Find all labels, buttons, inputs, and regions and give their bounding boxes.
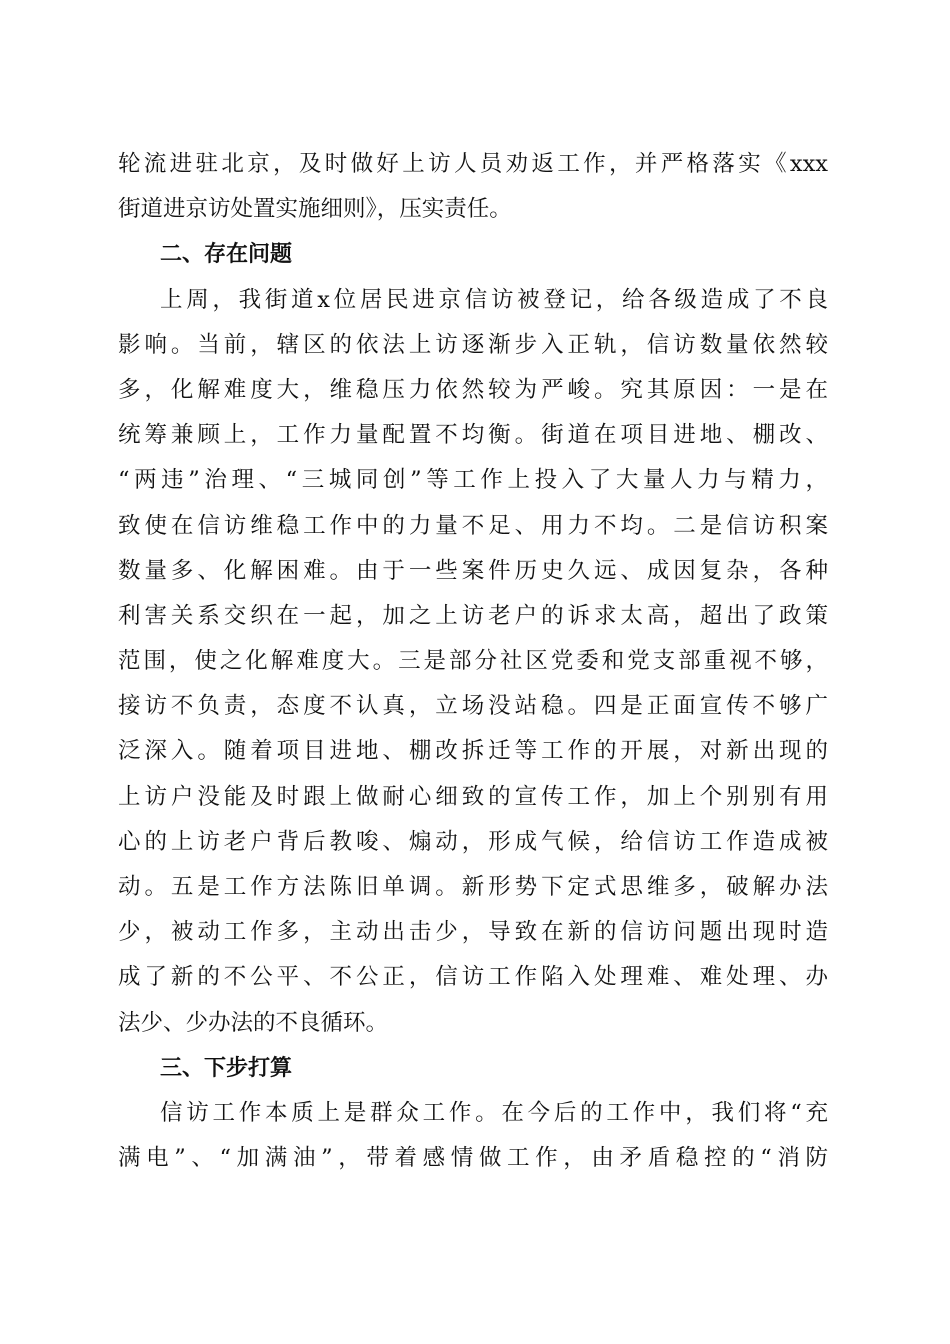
paragraph-line: 信访工作本质上是群众工作。在今后的工作中，我们将“充	[160, 1099, 828, 1126]
paragraph-line: 街道进京访处置实施细则》，压实责任。	[118, 196, 512, 223]
paragraph-line: 致使在信访维稳工作中的力量不足、用力不均。二是信访积案	[118, 512, 828, 539]
paragraph-line: “两违”治理、“三城同创”等工作上投入了大量人力与精力，	[118, 467, 828, 494]
section-heading-problems: 二、存在问题	[160, 242, 293, 268]
document-body	[118, 142, 828, 1181]
paragraph-line: 满电”、“加满油”，带着感情做工作，由矛盾稳控的“消防	[118, 1145, 828, 1172]
paragraph-line: 法少、少办法的不良循环。	[118, 1009, 389, 1036]
section-heading-next-steps: 三、下步打算	[160, 1055, 293, 1081]
paragraph-line: 动。五是工作方法陈旧单调。新形势下定式思维多，破解办法	[118, 874, 828, 900]
paragraph-line: 心的上访老户背后教唆、煽动，形成气候，给信访工作造成被	[118, 828, 828, 855]
continuation-paragraph	[118, 142, 828, 232]
paragraph-line: 泛深入。随着项目进地、棚改拆迁等工作的开展，对新出现的	[118, 738, 828, 765]
paragraph-line: 多，化解难度大，维稳压力依然较为严峻。究其原因：一是在	[118, 376, 828, 403]
paragraph-line: 数量多、化解困难。由于一些案件历史久远、成因复杂，各种	[118, 557, 828, 584]
paragraph-line: 接访不负责，态度不认真，立场没站稳。四是正面宣传不够广	[118, 693, 828, 720]
paragraph-line: 影响。当前，辖区的依法上访逐渐步入正轨，信访数量依然较	[118, 331, 828, 358]
paragraph-line: 统筹兼顾上，工作力量配置不均衡。街道在项目进地、棚改、	[118, 422, 828, 449]
paragraph-line: 成了新的不公平、不公正，信访工作陷入处理难、难处理、办	[118, 964, 828, 991]
problems-paragraph	[118, 278, 828, 1046]
paragraph-line: 上访户没能及时跟上做耐心细致的宣传工作，加上个别别有用	[118, 783, 828, 810]
next-steps-paragraph	[118, 1091, 828, 1181]
paragraph-line: 上周，我街道x位居民进京信访被登记，给各级造成了不良	[160, 286, 828, 313]
paragraph-line: 轮流进驻北京，及时做好上访人员劝返工作，并严格落实《xxx	[118, 151, 828, 177]
paragraph-line: 范围，使之化解难度大。三是部分社区党委和党支部重视不够，	[118, 648, 828, 675]
paragraph-line: 利害关系交织在一起，加之上访老户的诉求太高，超出了政策	[118, 602, 828, 629]
paragraph-line: 少，被动工作多，主动出击少，导致在新的信访问题出现时造	[118, 919, 828, 946]
